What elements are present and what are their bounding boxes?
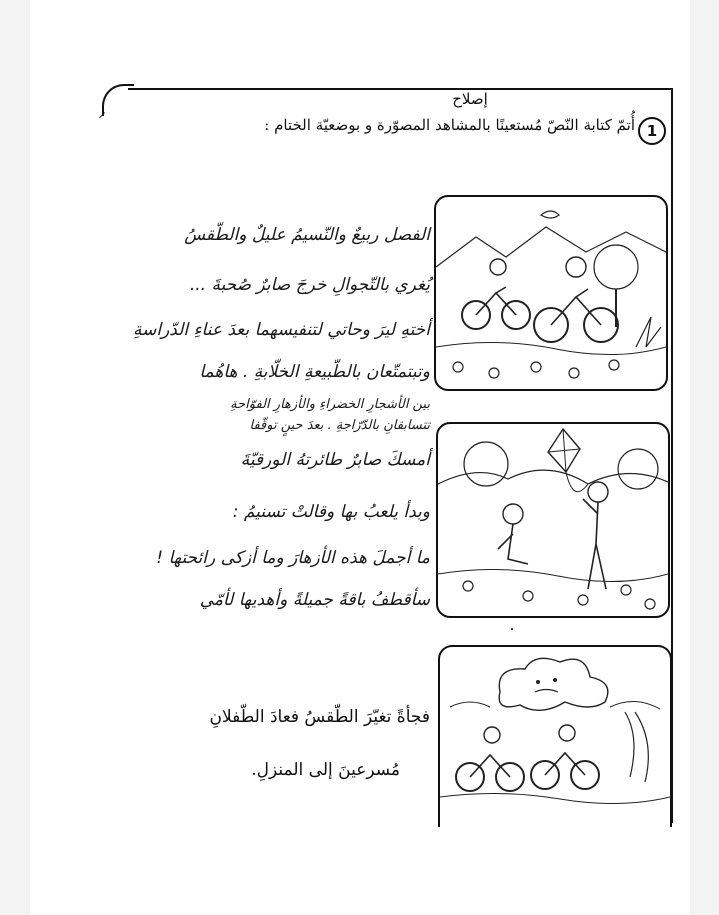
heading: إصلاح [452,90,488,108]
worksheet-page [30,0,690,915]
scene-storm-image [438,645,672,827]
frame-corner-curl [102,84,134,116]
children-cycling-scene-icon [436,197,666,389]
corner-mark-icon: ⸝ [98,102,107,121]
frame-top-border [128,88,673,90]
handwritten-line: وتبتمتّعان بالطّبيعةِ الخلّابةِ . هاهُما [199,362,430,382]
closing-line: مُسرعينَ إلى المنزلِ. [251,760,400,780]
handwritten-line: يُغري بالتّجوالِ خرجَ صابرٌ صُحبةَ ... [189,275,430,295]
handwritten-line: ما أجملَ هذه الأزهارَ وما أزكى رائحتها ! [156,548,430,568]
handwritten-line: أمسكَ صابرٌ طائرتهُ الورقيّةَ [240,450,430,470]
exercise-number: 1 [638,117,666,145]
handwritten-line: الفصل ربيعٌ والنّسيمُ عليلٌ والطّقسُ [184,225,430,245]
handwritten-line: بين الأشجارِ الخضراءِ والأزهارِ الفوّاحةِ [230,397,430,412]
closing-line: فجأةً تغيّرَ الطّقسُ فعادَ الطّفلانِ [209,707,430,727]
handwritten-line: وبدأ يلعبُ بها وقالتْ تسنيمُ : [232,502,430,522]
instruction-text: أُتمّ كتابة النّصّ مُستعينًا بالمشاهد المصوّرة و بوضعيّة الختام : [264,116,635,134]
scene-cycling-image [434,195,668,391]
handwritten-line: أختهِ ليرَ وحاتي لتنفيسهما بعدَ عناءِ الدّراسةِ [133,320,430,340]
flying-kite-scene-icon [438,424,668,616]
scene-kite-image [436,422,670,618]
handwritten-line: سأقطفُ باقةً جميلةً وأهديها لأمّي [199,590,430,610]
storm-cycling-home-scene-icon [440,647,670,827]
stray-dot [511,628,513,630]
handwritten-line: تتسابقانِ بالدّرّاجةِ . بعدَ حينٍ توقّفا [249,418,430,433]
